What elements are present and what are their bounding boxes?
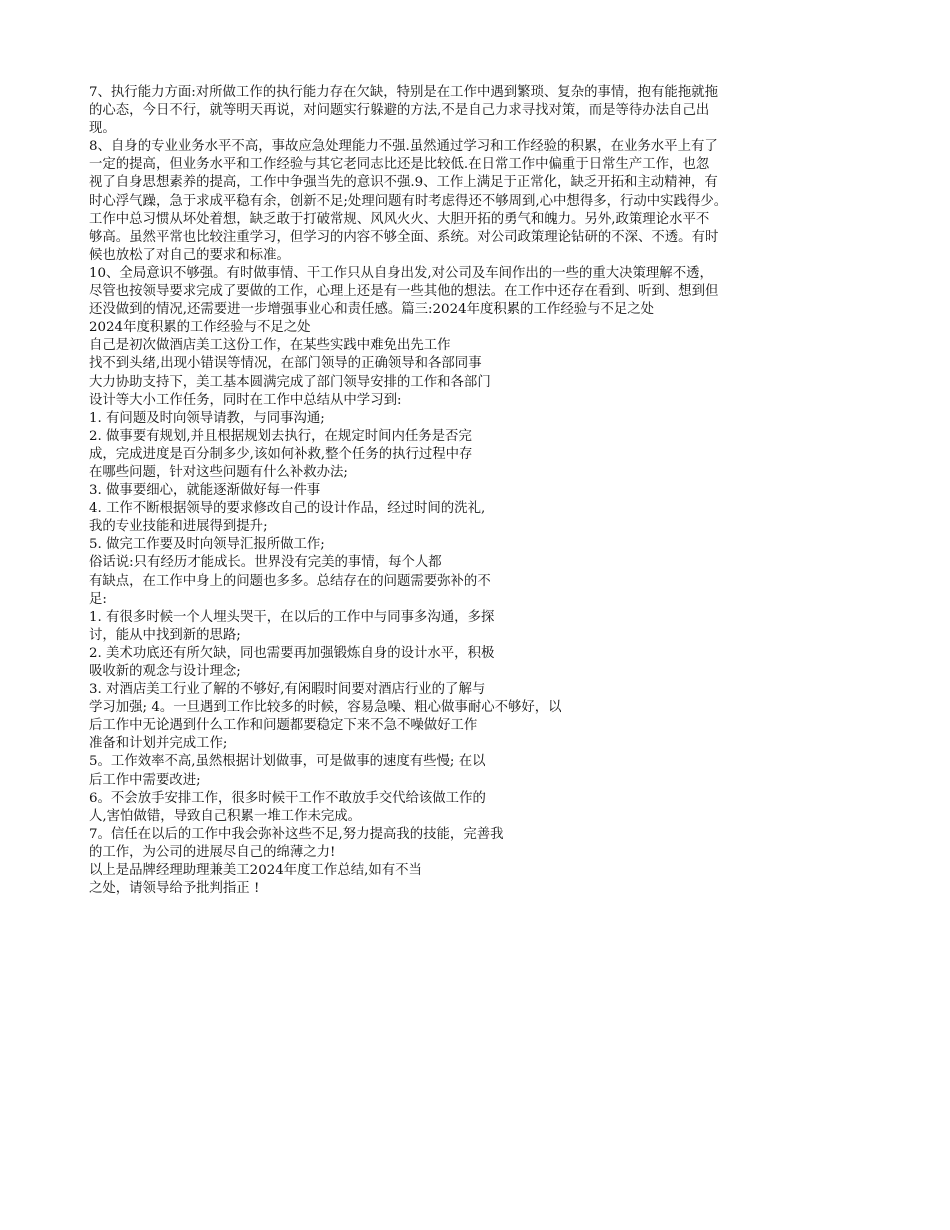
text-line: 后工作中需要改进; bbox=[89, 772, 201, 788]
list-item: 5. 做完工作要及时向领导汇报所做工作; bbox=[89, 537, 325, 553]
list-item: 6。不会放手安排工作，很多时候干工作不敢放手交代给该做工作的 bbox=[89, 790, 486, 806]
text-line: 8、自身的专业业务水平不高，事故应急处理能力不强.虽然通过学习和工作经验的积累，在业务水平上有了 bbox=[89, 139, 718, 155]
text-line: 足: bbox=[89, 591, 107, 607]
text-line: 设计等大小工作任务，同时在工作中总结从中学习到: bbox=[89, 392, 402, 408]
text-line: 在哪些问题，针对这些问题有什么补救办法; bbox=[89, 464, 348, 480]
text-line: 够高。虽然平常也比较注重学习，但学习的内容不够全面、系统。对公司政策理论钻研的不深、不透。有时 bbox=[89, 229, 719, 245]
section-title: 2024年度积累的工作经验与不足之处 bbox=[89, 320, 311, 336]
text-line: 吸收新的观念与设计理念; bbox=[89, 664, 241, 679]
text-line: 的心态，今日不行，就等明天再说，对问题实行躲避的方法,不是自己力求寻找对策，而是等待办法自己出 bbox=[89, 103, 710, 119]
text-line: 自己是初次做酒店美工这份工作，在某些实践中难免出先工作 bbox=[89, 338, 451, 354]
text-line: 人,害怕做错，导致自己积累一堆工作未完成。 bbox=[89, 808, 362, 824]
closing-line: 之处，请领导给予批判指正 ! bbox=[89, 881, 260, 897]
document-body bbox=[89, 84, 889, 898]
text-line: 学习加强; 4。一旦遇到工作比较多的时候，容易急噪、粗心做事耐心不够好，以 bbox=[89, 700, 562, 716]
text-line: 10、全局意识不够强。有时做事情、干工作只从自身出发,对公司及车间作出的一些的重大决策理解不透， bbox=[89, 265, 713, 281]
text-line: 找不到头绪,出现小错误等情况，在部门领导的正确领导和各部同事 bbox=[89, 356, 482, 372]
list-item: 7。信任在以后的工作中我会弥补这些不足,努力提高我的技能，完善我 bbox=[89, 826, 504, 842]
text-line: 现。 bbox=[89, 121, 116, 137]
text-line: 7、执行能力方面:对所做工作的执行能力存在欠缺，特别是在工作中遇到繁琐、复杂的事情，抱有能拖就拖 bbox=[89, 85, 718, 100]
list-item: 1. 有很多时候一个人埋头哭干，在以后的工作中与同事多沟通，多探 bbox=[89, 609, 495, 625]
text-line: 有缺点，在工作中身上的问题也多多。总结存在的问题需要弥补的不 bbox=[89, 573, 491, 589]
text-line: 成，完成进度是百分制多少,该如何补救,整个任务的执行过程中存 bbox=[89, 446, 473, 462]
text-line: 一定的提高，但业务水平和工作经验与其它老同志比还是比较低.在日常工作中偏重于日常生产工作，也忽 bbox=[89, 157, 710, 173]
text-line: 准备和计划并完成工作; bbox=[89, 736, 228, 752]
closing-line: 以上是品牌经理助理兼美工2024年度工作总结,如有不当 bbox=[89, 863, 422, 879]
text-line: 俗话说:只有经历才能成长。世界没有完美的事情，每个人都 bbox=[89, 555, 442, 571]
list-item: 2. 做事要有规划,并且根据规划去执行，在规定时间内任务是否完 bbox=[89, 428, 472, 444]
text-line: 讨，能从中找到新的思路; bbox=[89, 627, 241, 643]
text-line: 时心浮气躁，急于求成平稳有余，创新不足;处理问题有时考虑得还不够周到,心中想得多，行动中实践得少。 bbox=[89, 193, 728, 209]
list-item: 4. 工作不断根据领导的要求修改自己的设计作品，经过时间的洗礼, bbox=[89, 501, 486, 517]
text-line: 我的专业技能和进展得到提升; bbox=[89, 519, 268, 535]
list-item: 3. 做事要细心，就能逐渐做好每一件事 bbox=[89, 483, 321, 499]
text-line: 工作中总习惯从坏处着想，缺乏敢于打破常规、风风火火、大胆开拓的勇气和魄力。另外,政策理论水平不 bbox=[89, 211, 710, 227]
list-item: 1. 有问题及时向领导请教，与同事沟通; bbox=[89, 410, 325, 426]
text-line: 大力协助支持下，美工基本圆满完成了部门领导安排的工作和各部门 bbox=[89, 374, 491, 390]
text-line: 后工作中无论遇到什么工作和问题都要稳定下来不急不噪做好工作 bbox=[89, 718, 478, 734]
list-item: 2. 美术功底还有所欠缺，同也需要再加强锻炼自身的设计水平，积极 bbox=[89, 645, 495, 661]
text-line: 尽管也按领导要求完成了要做的工作，心理上还是有一些其他的想法。在工作中还存在看到、听到、想到但 bbox=[89, 284, 719, 300]
text-line: 候也放松了对自己的要求和标准。 bbox=[89, 247, 290, 263]
text-line: 视了自身思想素养的提高，工作中争强当先的意识不强.9、工作上满足于正常化，缺乏开拓和主动精神，有 bbox=[89, 175, 718, 191]
text-line: 还没做到的情况,还需要进一步增强事业心和责任感。篇三:2024年度积累的工作经验与不足之处 bbox=[89, 302, 655, 318]
list-item: 3. 对酒店美工行业了解的不够好,有闲暇时间要对酒店行业的了解与 bbox=[89, 682, 486, 698]
list-item: 5。工作效率不高,虽然根据计划做事，可是做事的速度有些慢; 在以 bbox=[89, 754, 486, 770]
text-line: 的工作，为公司的进展尽自己的绵薄之力! bbox=[89, 844, 336, 860]
